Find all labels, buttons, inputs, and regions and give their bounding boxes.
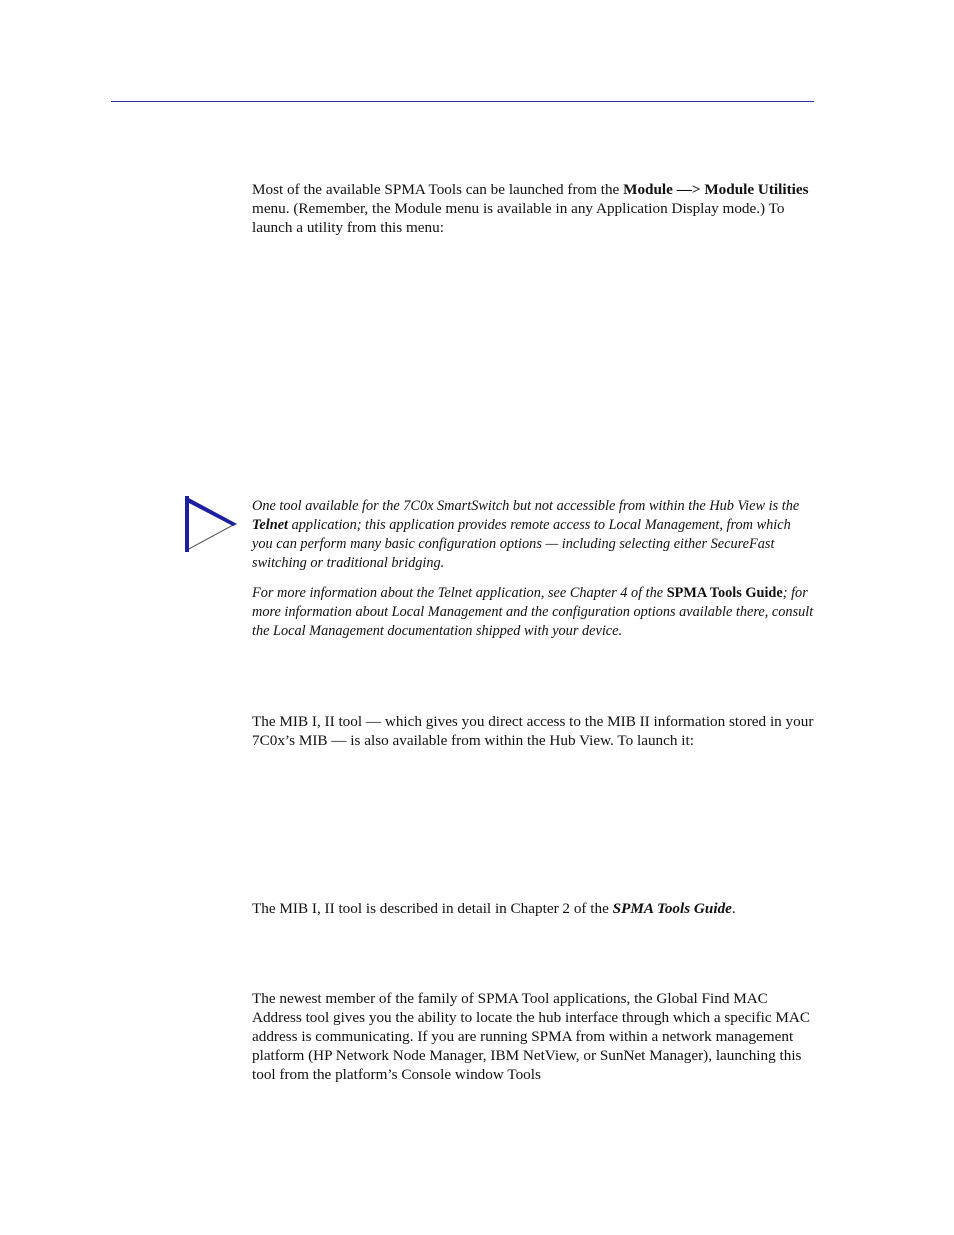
mib-tool-text: The MIB I, II tool — which gives you direct access to the MIB II information stored in your 7C0x’s MIB — is also available from within the Hub View. To launch it:	[252, 713, 814, 749]
intro-text-1: Most of the available SPMA Tools can be launched from the	[252, 181, 624, 198]
note-paragraph-telnet	[252, 497, 814, 573]
note-paragraph-reference	[252, 584, 814, 641]
spma-tools-guide-reference: SPMA Tools Guide	[666, 585, 783, 601]
mib-reference-text-1: The MIB I, II tool is described in detail in Chapter 2 of the	[252, 900, 613, 917]
header-rule	[111, 101, 814, 102]
note-text-4: ; for more information about Local Management and the configuration options available there, consult the Local Management documentation shipped with your device.	[252, 585, 814, 639]
telnet-term: Telnet	[252, 517, 289, 533]
intro-text-2: menu. (Remember, the Module menu is available in any Application Display mode.) To launch a utility from this menu:	[252, 200, 785, 236]
intro-paragraph	[252, 180, 814, 237]
spma-tools-guide-title: SPMA Tools Guide	[612, 900, 732, 917]
mib-reference-text-2: .	[731, 900, 736, 917]
note-triangle-icon	[184, 494, 240, 554]
note-text-1: One tool available for the 7C0x SmartSwitch but not accessible from within the Hub View is the	[252, 498, 800, 514]
note-text-2: application; this application provides remote access to Local Management, from which you can perform many basic configuration options — including selecting either SecureFast switching or traditional bridging.	[252, 517, 791, 571]
mib-tool-reference-paragraph	[252, 899, 814, 918]
note-text-3: For more information about the Telnet application, see Chapter 4 of the	[252, 585, 667, 601]
mib-tool-paragraph	[252, 712, 814, 750]
global-find-mac-text: The newest member of the family of SPMA Tool applications, the Global Find MAC Address tool gives you the ability to locate the hub interface through which a specific MAC address is communicating. If you are running SPMA from within a network management platform (HP Network Node Manager, IBM NetView, or SunNet Manager), launching this tool from the platform’s Console window Tools	[252, 990, 810, 1083]
global-find-mac-paragraph	[252, 989, 814, 1084]
module-utilities-menu-path: Module —> Module Utilities	[623, 181, 809, 198]
